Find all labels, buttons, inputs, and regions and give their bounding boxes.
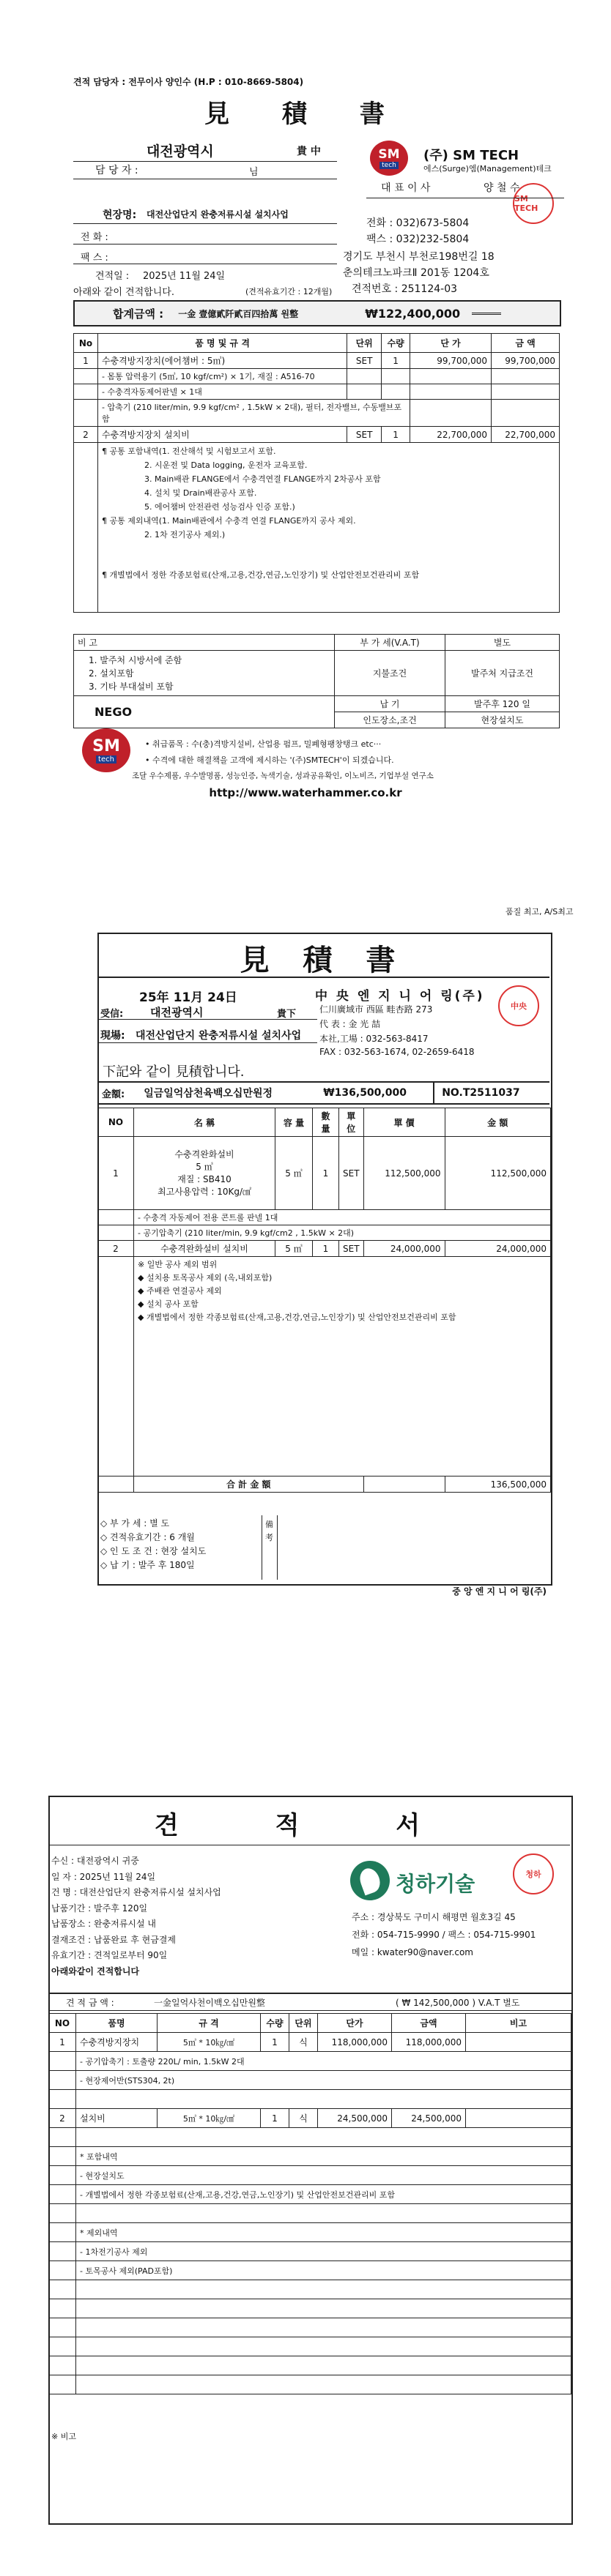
table-row: 1 수충격방지장치(에어챔버 : 5㎥) SET 1 99,700,000 99,700,000: [74, 353, 560, 369]
ceo-name: 양 철 수: [484, 182, 520, 194]
doc2-address: 仁川廣域市 西區 畦杏路 273: [319, 1004, 433, 1015]
doc2-conditions: ◇ 부 가 세 : 별 도 ◇ 견적유효기간 : 6 개월 ◇ 인 도 조 건 : 현장 설치도 ◇ 납 기 : 발주 후 180일: [100, 1518, 207, 1570]
table-row: 1 수충격완화설비 5 ㎥ 재질 : SB410 최고사용압력 : 10Kg/㎠ 5 ㎥ 1 SET 112,500,000 112,500,000: [98, 1137, 551, 1210]
vat-label: 부 가 세(V.A.T): [335, 635, 445, 651]
col-header: No: [74, 334, 98, 353]
date-label: 견적일 :: [95, 271, 130, 282]
company-subtitle: 에스(Surge)엠(Management)테크: [423, 164, 552, 173]
company-address-2: 춘의테크노파크Ⅱ 201동 1204호: [343, 267, 489, 279]
doc2-notes: ※ 일반 공사 제외 범위 ◆ 설치용 토목공사 제외 (옥,내외포함) ◆ 주배관 연결공사 제외 ◆ 설치 공사 포함 ◆ 개별법에서 정한 각종보험료(산재,고용,건강,연금,노인장기) 및 산업안전보건관리비 포함: [134, 1257, 551, 1476]
item-detail: - 공기압축기 : 토출량 220L/ min, 1.5kW 2대: [76, 2052, 571, 2071]
manager-line: 견적 담당자 : 전무이사 양인수 (H.P : 010-8669-5804): [73, 77, 304, 87]
client-suffix: 貴 中: [297, 146, 321, 157]
item-detail: - 수충격자동제어판넬 × 1대: [97, 384, 347, 400]
footer-line: • 취급품목 : 수(충)격방지설비, 산업용 펌프, 밀폐형팽창탱크 etc···: [145, 739, 382, 749]
page-title: 見 積 書: [204, 100, 407, 129]
site-name: 대전산업단지 완충저류시설 설치사업: [147, 209, 289, 220]
doc2-client: 대전광역시: [150, 1006, 204, 1019]
terms-value: 현장설치도: [445, 712, 560, 728]
company-name: (주) SM TECH: [423, 148, 519, 163]
client-name: 대전광역시: [147, 143, 214, 160]
notes-block: ¶ 공통 포함내역(1. 전산해석 및 시험보고서 포함. 2. 시운전 및 Data logging, 운전자 교육포함. 3. Main배관 FLANGE에서 수충격연결 FLANGE까지 2차공사 포함 4. 설치 및 Drain배관공사 포함. 5. 에어챔버 안전관련 성능검사 인증 포함.) ¶ 공통 제외내역(1. Main배관에서 수충격 연결 FLANGE까지 공사 제외. 2. 1차 전기공사 제외.) ¶ 개별법에서 정한 각종보험료(산재,고용,건강,연금,노인장기) 및 산업안전보건관리비 포함: [97, 443, 559, 613]
doc2-date: 25年 11月 24日: [139, 990, 237, 1005]
site-label: 현장명:: [103, 209, 137, 221]
cheongha-logo-icon: [350, 1861, 390, 1900]
item-detail: - 수충격 자동제어 전용 콘트롤 판넬 1대: [134, 1210, 551, 1225]
quote-number: 견적번호 : 251124-03: [352, 283, 458, 295]
item-detail: - 압축기 (210 liter/min, 9.9 kgf/cm² , 1.5kW × 2대), 필터, 전자밸브, 수동밸브포함: [97, 400, 410, 427]
doc2-intro: 下記와 같이 見積합니다.: [103, 1064, 245, 1080]
footer-logo: SM tech: [82, 728, 130, 772]
delivery-value: 발주후 120 일: [445, 696, 560, 712]
col-header: 품 명 및 규 격: [97, 334, 347, 353]
pay-value: 발주처 지급조건: [445, 651, 560, 696]
charge-label: 담 당 자 :: [95, 165, 138, 176]
table-row: 1 수충격방지장치 5㎥ * 10㎏/㎠ 1 식 118,000,000 118,000,000: [49, 2033, 571, 2052]
doc3-tel: 전화 : 054-715-9990 / 팩스 : 054-715-9901: [352, 1930, 536, 1940]
sm-tech-logo: SM tech: [370, 141, 408, 176]
delivery-label: 납 기: [335, 696, 445, 712]
note-line: * 제외내역: [76, 2223, 571, 2242]
intro-text: 아래와 같이 견적합니다.: [73, 287, 174, 298]
doc2-seal: 中央: [498, 985, 539, 1026]
table-row: 2 수충격방지장치 설치비 SET 1 22,700,000 22,700,000: [74, 427, 560, 443]
doc3-amount-row: 견 적 금 액 : 一金일억사천이백오십만원整 ( ₩ 142,500,000 ) V.A.T 별도: [48, 1993, 571, 2011]
col-header: 수량: [382, 334, 410, 353]
doc2-company: 中 央 엔 지 니 어 링(주): [315, 989, 485, 1004]
company-fax: 팩스 : 032)232-5804: [366, 234, 470, 245]
col-header: 금 액: [492, 334, 560, 353]
item-table: [73, 333, 560, 613]
doc2-factory: 本社,工場 : 032-563-8417: [319, 1034, 429, 1044]
doc2-amount-row: 金額: 일금일억삼천육백오십만원정 ₩136,500,000 NO.T2511037: [97, 1081, 549, 1105]
remarks-label: 비 고: [74, 635, 335, 651]
footer-line: • 수격에 대한 해결책을 고객에 제시하는 '(주)SMTECH'이 되겠습니다.: [145, 755, 394, 765]
doc3-company: 청하기술: [396, 1872, 475, 1896]
item-detail: - 공기압축기 (210 liter/min, 9.9 kgf/cm2 , 1.5kW × 2대): [134, 1225, 551, 1241]
ceo-label: 대 표 이 사: [381, 182, 431, 194]
note-line: * 포함내역: [76, 2147, 571, 2166]
note-line: - 토목공사 제외(PAD포함): [76, 2261, 571, 2280]
nego-label: NEGO: [74, 696, 335, 728]
charge-suffix: 님: [249, 167, 259, 178]
note-line: - 개별법에서 정한 각종보험료(산재,고용,건강,연금,노인장기) 및 산업안전보건관리비 포함: [76, 2185, 571, 2204]
company-url[interactable]: http://www.waterhammer.co.kr: [209, 786, 402, 799]
doc3-seal: 청하: [513, 1853, 554, 1894]
doc3-address: 주소 : 경상북도 구미시 해평면 월호3길 45: [352, 1912, 516, 1922]
doc3-remark: ※ 비고: [51, 2432, 76, 2441]
validity: (견적유효기간 : 12개월): [245, 287, 333, 296]
doc2-sum-value: 136,500,000: [445, 1476, 550, 1493]
conditions-table: [73, 634, 560, 728]
doc2-client-suffix: 貴下: [277, 1009, 297, 1020]
vat-value: 별도: [445, 635, 560, 651]
doc2-site-label: 現場:: [100, 1030, 125, 1042]
quote-date: 2025년 11월 24일: [143, 271, 226, 282]
col-header: 단위: [347, 334, 382, 353]
item-detail: - 현장제어반(STS304, 2t): [76, 2071, 571, 2090]
doc2-recipient-label: 受信:: [100, 1009, 124, 1020]
doc2-item-table: NO 名 稱 容 量 數 量 單 位 單 價 金 額 1 수충격완화설비 5 ㎥ 재질 : SB410 최고사용압력 : 10Kg/㎠ 5 ㎥ 1 SET 112,500,000 112,500,000 - 수충격 자동제어 전용 콘트롤 판넬 1대 - 공기압축기 (210 liter/min, 9.9 kgf/cm2 , 1.5kW × 2대) 2 수충격완화설비 설치비 5 ㎥ 1 SET 24,000,000 24,000,000 ※ 일반 공사 제외 범위 ◆ 설치용 토목공사 제외 (옥,내외포함) ◆ 주배관 연결공사 제외 ◆ 설치 공사 포함 ◆ 개별법에서 정한 각종보험료(산재,고용,건강,연금,노인장기) 및 산업안전보건관리비 포함 合 計 金 額 136,500,000: [97, 1108, 551, 1493]
footer-line: 조달 우수제품, 우수발명품, 성능인증, 녹색기술, 성과공유확인, 이노비즈, 기업부설 연구소: [132, 772, 434, 780]
doc2-remark-label: 備 考: [265, 1520, 273, 1542]
fax-label: 팩 스 :: [81, 253, 108, 264]
company-address-1: 경기도 부천시 부천로198번길 18: [343, 251, 495, 263]
doc2-ceo: 代 表 : 金 光 喆: [319, 1019, 381, 1029]
doc2-site: 대전산업단지 완충저류시설 설치사업: [136, 1030, 302, 1042]
doc2-sum-label: 合 計 金 額: [134, 1476, 364, 1493]
col-header: 단 가: [410, 334, 492, 353]
top-note: 품질 최고, A/S최고: [506, 907, 574, 916]
item-detail: - 몸통 압력용기 (5㎥, 10 kgf/cm²) × 1기, 재질 : A516-70: [97, 369, 347, 384]
table-row: 2 설치비 5㎥ * 10㎏/㎠ 1 식 24,500,000 24,500,000: [49, 2109, 571, 2128]
table-row: 2 수충격완화설비 설치비 5 ㎥ 1 SET 24,000,000 24,000,000: [98, 1241, 551, 1257]
note-line: - 현장설치도: [76, 2166, 571, 2185]
doc3-title: 견 적 서: [154, 1811, 464, 1840]
doc2-title: 見 積 書: [240, 944, 407, 977]
doc3-email: 메일 : kwater90@naver.com: [352, 1947, 473, 1957]
doc3-item-table: NO 품명 규 격 수량 단위 단가 금액 비고 1 수충격방지장치 5㎥ * 10㎏/㎠ 1 식 118,000,000 118,000,000 - 공기압축기 : 토출량 220L/ min, 1.5kW 2대 - 현장제어반(STS304, 2t) 2 설치비 5㎥ * 10㎏/㎠ 1 식 24,500,000 24,500,000 * 포함내역 - 현장설치도 - 개별법에서 정한 각종보험료(산재,고용,건강,연금,노인장기) 및 산업안전보건관리비 포함 * 제외내역 - 1차전기공사 제외 - 토목공사 제외(PAD포함): [48, 2013, 571, 2394]
pay-label: 지불조건: [335, 651, 445, 696]
doc2-footer: 중 앙 엔 지 니 어 링(주): [452, 1586, 547, 1597]
terms-label: 인도장소,조건: [335, 712, 445, 728]
remarks-list: 1. 발주처 시방서에 준함 2. 설치포함 3. 기타 부대설비 포함: [74, 651, 335, 696]
tel-label: 전 화 :: [81, 232, 108, 243]
total-amount-box: 합계금액 : 一金 壹億貳阡貳百四拾萬 원整 ₩122,400,000: [73, 300, 561, 326]
note-line: - 1차전기공사 제외: [76, 2242, 571, 2261]
doc3-info: 수신 : 대전광역시 귀중 일 자 : 2025년 11월 24일 건 명 : 대전산업단지 완충저류시설 설치사업 납품기간 : 발주후 120일 납품장소 : 완충저류시설 내 결재조건 : 납품완료 후 현금결제 유효기간 : 견적일로부터 90일 아래와같이 견적합니다: [51, 1856, 221, 1976]
doc2-fax: FAX : 032-563-1674, 02-2659-6418: [319, 1047, 475, 1057]
company-tel: 전화 : 032)673-5804: [366, 217, 470, 229]
company-seal: SM TECH: [513, 183, 554, 224]
